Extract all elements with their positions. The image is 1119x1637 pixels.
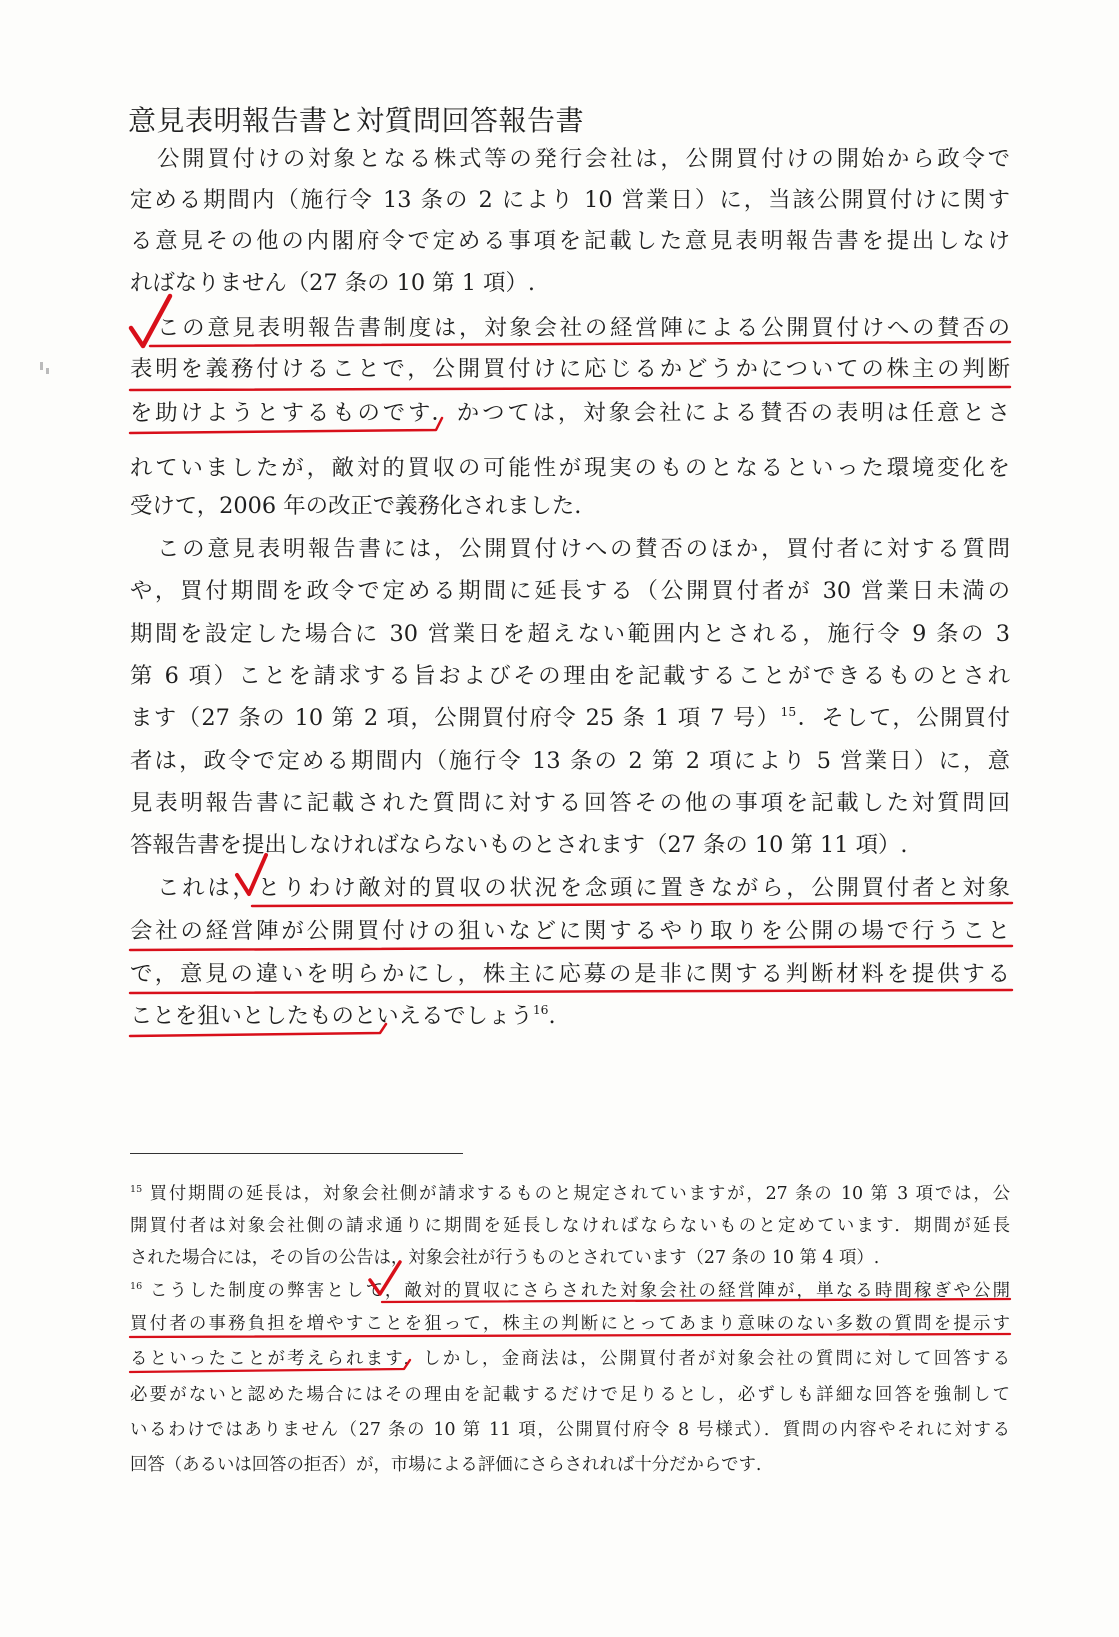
body-line: る意見その他の内閣府令で定める事項を記載した意見表明報告書を提出しなけ bbox=[130, 228, 1010, 254]
footnote-line: 必要がないと認めた場合にはその理由を記載するだけで足りるとし，必ずしも詳細な回答を強制して bbox=[130, 1385, 1010, 1405]
body-line: これは，とりわけ敵対的買収の状況を念頭に置きながら，公開買付者と対象 bbox=[157, 875, 1010, 901]
body-line: ればなりません（27 条の 10 第 1 項）. bbox=[130, 270, 536, 296]
footnote-text: 買付期間の延長は，対象会社側が請求するものと規定されていますが，27 条の 10 第 3 項では，公 bbox=[149, 1184, 1010, 1204]
footnote-number: 16 bbox=[130, 1280, 143, 1292]
body-line: 見表明報告書に記載された質問に対する回答その他の事項を記載した対質問回 bbox=[130, 790, 1010, 816]
footnote-line: るといったことが考えられます．しかし，金商法は，公開買付者が対象会社の質問に対して回答する bbox=[130, 1349, 1010, 1369]
footnote-line bbox=[130, 1182, 1010, 1208]
body-line: 者は，政令で定める期間内（施行令 13 条の 2 第 2 項により 5 営業日）に，意 bbox=[130, 748, 1010, 774]
footnote-line: いるわけではありません（27 条の 10 第 11 項，公開買付府令 8 号様式）．質問の内容やそれに対する bbox=[130, 1420, 1010, 1440]
body-line: や，買付期間を政令で定める期間に延長する（公開買付者が 30 営業日未満の bbox=[130, 578, 1010, 604]
body-text: ．そして，公開買付 bbox=[796, 705, 1010, 731]
body-line bbox=[130, 702, 1010, 736]
footnote-rule bbox=[130, 1153, 463, 1154]
body-line: 会社の経営陣が公開買付けの狙いなどに関するやり取りを公開の場で行うこと bbox=[130, 918, 1010, 944]
footnote-number: 15 bbox=[130, 1183, 143, 1195]
body-line: れていましたが，敵対的買収の可能性が現実のものとなるといった環境変化を bbox=[130, 455, 1010, 481]
body-line: 答報告書を提出しなければならないものとされます（27 条の 10 第 11 項）. bbox=[130, 832, 908, 858]
footnote-ref-16[interactable]: 16 bbox=[532, 1002, 549, 1017]
body-line: 公開買付けの対象となる株式等の発行会社は，公開買付けの開始から政令で bbox=[157, 146, 1010, 172]
body-line: この意見表明報告書制度は，対象会社の経営陣による公開買付けへの賛否の bbox=[157, 315, 1010, 341]
body-line: 第 6 項）ことを請求する旨およびその理由を記載することができるものとされ bbox=[130, 663, 1010, 689]
body-text: ことを狙いとしたものといえるでしょう bbox=[130, 1003, 533, 1029]
body-line bbox=[130, 1000, 1010, 1034]
body-line: 定める期間内（施行令 13 条の 2 により 10 営業日）に，当該公開買付けに関す bbox=[130, 187, 1010, 213]
footnote-ref-15[interactable]: 15 bbox=[780, 704, 797, 719]
body-line: この意見表明報告書には，公開買付けへの賛否のほか，買付者に対する質問 bbox=[157, 536, 1010, 562]
page-title: 意見表明報告書と対質問回答報告書 bbox=[128, 104, 585, 137]
footnote-line: 開買付者は対象会社側の請求通りに期間を延長しなければならないものと定めています．期間が延長 bbox=[130, 1216, 1010, 1236]
body-line: 受けて，2006 年の改正で義務化されました. bbox=[130, 493, 582, 519]
footnote-line: 買付者の事務負担を増やすことを狙って，株主の判断にとってあまり意味のない多数の質問を提示す bbox=[130, 1314, 1010, 1334]
body-text: ます（27 条の 10 第 2 項，公開買付府令 25 条 1 項 7 号） bbox=[130, 705, 781, 731]
body-text: . bbox=[548, 1003, 556, 1029]
scan-artifact bbox=[46, 368, 49, 374]
body-line: で，意見の違いを明らかにし，株主に応募の是非に関する判断材料を提供する bbox=[130, 961, 1010, 987]
body-line: を助けようとするものです．かつては，対象会社による賛否の表明は任意とさ bbox=[130, 400, 1010, 426]
body-line: 期間を設定した場合に 30 営業日を超えない範囲内とされる，施行令 9 条の 3 bbox=[130, 621, 1010, 647]
footnote-line bbox=[130, 1279, 1010, 1305]
underline bbox=[130, 387, 1010, 390]
body-line: 表明を義務付けることで，公開買付けに応じるかどうかについての株主の判断 bbox=[130, 356, 1010, 382]
footnote-text: こうした制度の弊害として，敵対的買収にさらされた対象会社の経営陣が，単なる時間稼ぎや公開 bbox=[149, 1281, 1010, 1301]
scan-artifact bbox=[40, 362, 43, 370]
footnote-line: された場合には，その旨の公告は，対象会社が行うものとされています（27 条の 10 第 4 項）. bbox=[130, 1248, 880, 1268]
footnote-line: 回答（あるいは回答の拒否）が，市場による評価にさらされれば十分だからです. bbox=[130, 1455, 762, 1475]
